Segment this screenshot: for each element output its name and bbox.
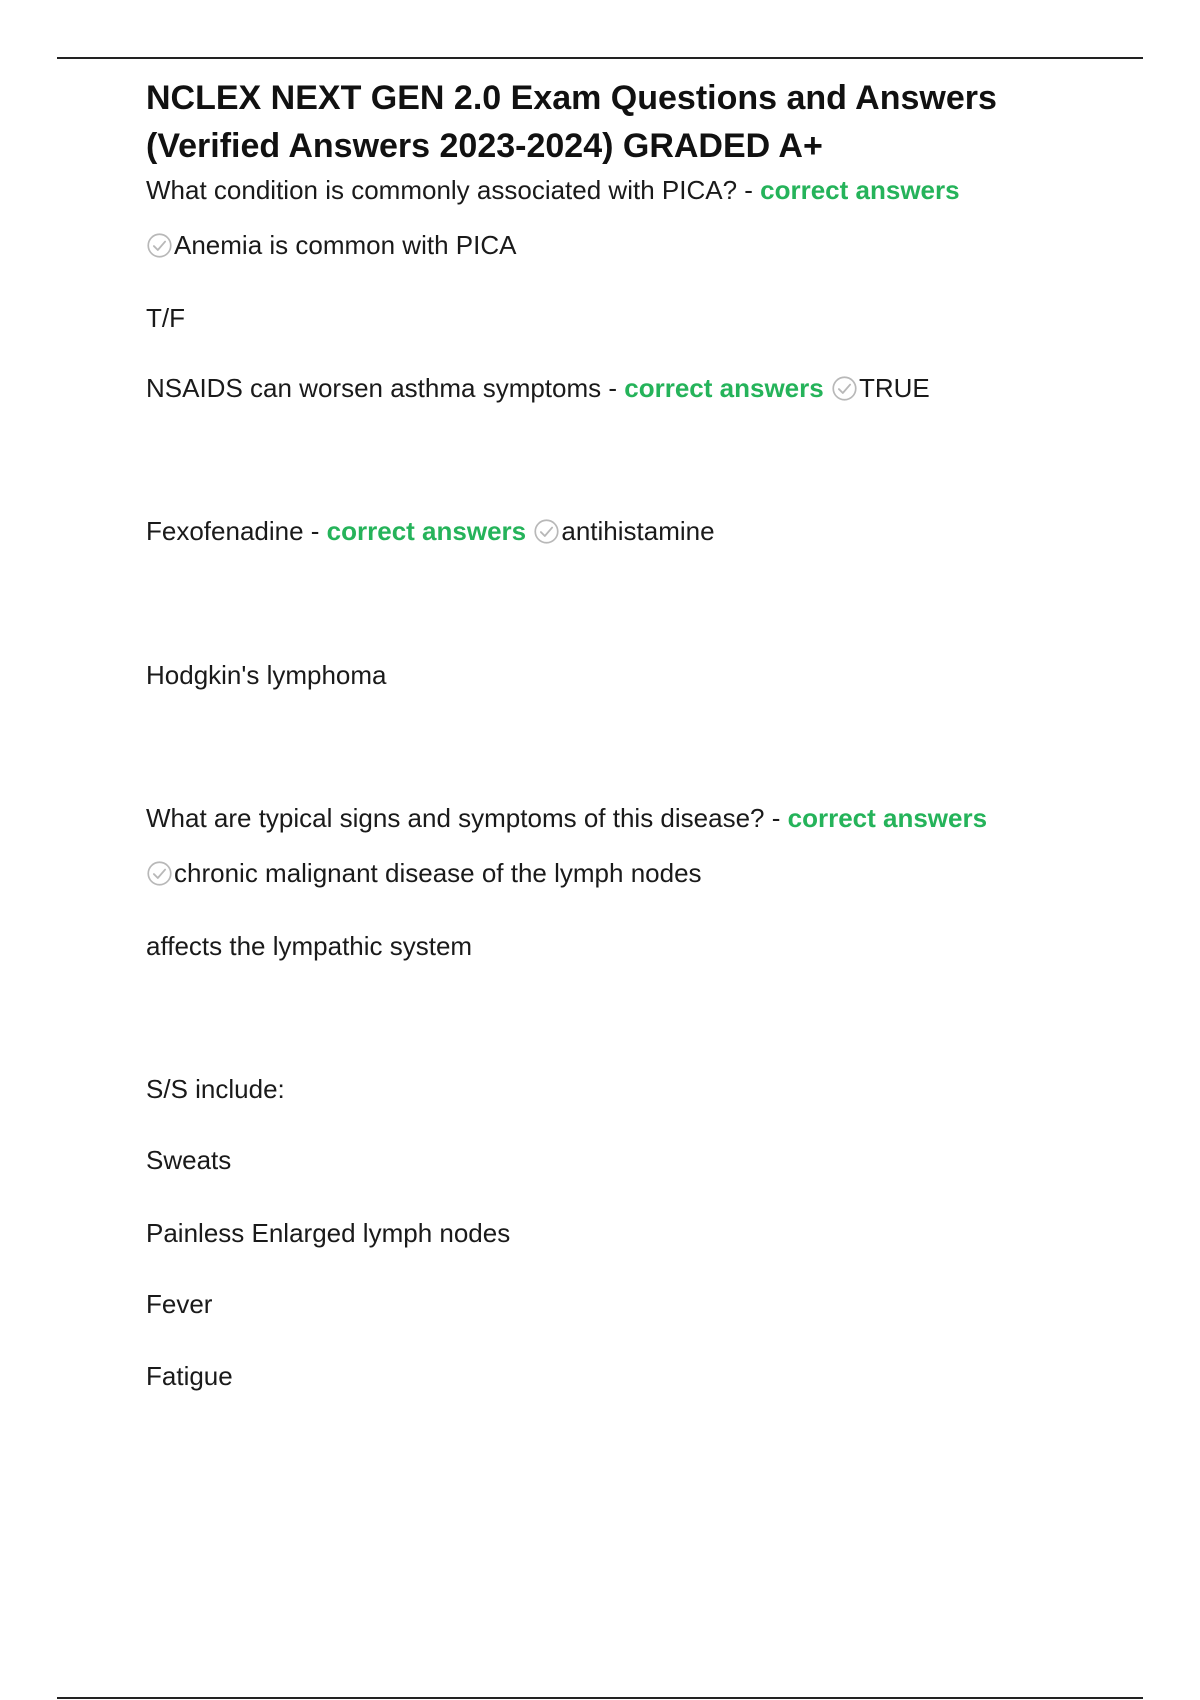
answer-detail: Fatigue (146, 1361, 233, 1391)
answer-hodgkins (146, 857, 702, 889)
circled-check-icon (146, 232, 173, 259)
answer-detail: S/S include: (146, 1074, 285, 1104)
question-text: NSAIDS can worsen asthma symptoms - (146, 373, 625, 403)
answer-detail: Painless Enlarged lymph nodes (146, 1218, 511, 1248)
question-text: Fexofenadine - (146, 516, 327, 546)
document-title-line-2: (Verified Answers 2023-2024) GRADED A+ (146, 127, 823, 165)
question-pica (146, 174, 960, 206)
bottom-rule (57, 1697, 1143, 1699)
question-nsaids (146, 372, 930, 404)
correct-answers-label: correct answers (326, 516, 527, 546)
correct-answers-label: correct answers (624, 373, 824, 403)
top-rule (57, 57, 1143, 59)
topic-hodgkins: Hodgkin's lymphoma (146, 660, 387, 690)
question-fexofenadine (146, 515, 715, 547)
answer-detail: affects the lympathic system (146, 931, 473, 961)
correct-answers-label: correct answers (760, 175, 960, 205)
document-title-line-1: NCLEX NEXT GEN 2.0 Exam Questions and Answers (146, 79, 997, 117)
correct-answers-label: correct answers (787, 803, 988, 833)
question-text: What condition is commonly associated with PICA? - (146, 175, 761, 205)
circled-check-icon (831, 375, 858, 402)
question-hodgkins-signs (146, 802, 987, 834)
answer-detail: Sweats (146, 1145, 232, 1175)
answer-pica (146, 229, 516, 261)
true-false-label: T/F (146, 303, 185, 333)
answer-text: chronic malignant disease of the lymph nodes (174, 858, 702, 888)
answer-text: TRUE (858, 373, 930, 403)
answer-detail: Fever (146, 1289, 213, 1319)
answer-text: antihistamine (561, 516, 715, 546)
circled-check-icon (146, 860, 173, 887)
answer-text: Anemia is common with PICA (174, 230, 517, 260)
question-text: What are typical signs and symptoms of this disease? - (146, 803, 788, 833)
circled-check-icon (533, 518, 560, 545)
